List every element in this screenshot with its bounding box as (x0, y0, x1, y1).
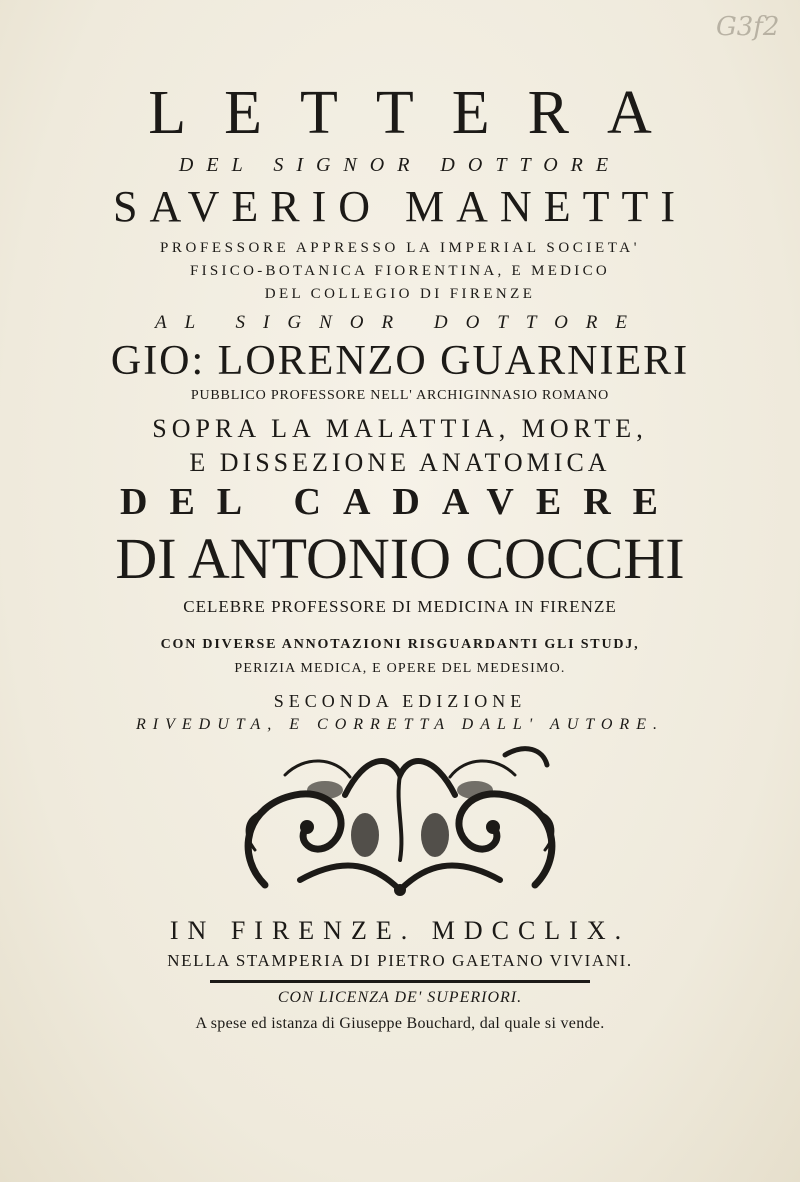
license-line: CON LICENZA DE' SUPERIORI. (277, 989, 523, 1006)
author-credentials-1: PROFESSORE APPRESSO LA IMPERIAL SOCIETA' (159, 240, 641, 256)
subject-name: DI ANTONIO COCCHI (115, 526, 685, 591)
al-signor-line: AL SIGNOR DOTTORE (154, 312, 646, 333)
subject-title: CELEBRE PROFESSORE DI MEDICINA IN FIRENZE (183, 597, 617, 616)
annotations-line-1: CON DIVERSE ANNOTAZIONI RISGUARDANTI GLI STUDJ, (160, 637, 640, 652)
book-title: LETTERA (148, 79, 690, 147)
recipient-title: PUBBLICO PROFESSORE NELL' ARCHIGINNASIO ROMANO (190, 388, 610, 403)
author-name: SAVERIO MANETTI (113, 182, 687, 231)
author-credentials-2: FISICO-BOTANICA FIORENTINA, E MEDICO (189, 263, 611, 279)
sale-note: A spese ed istanza di Giuseppe Bouchard, dal quale si vende. (195, 1015, 605, 1032)
subject-line-2: E DISSEZIONE ANATOMICA (189, 448, 611, 477)
annotations-line-2: PERIZIA MEDICA, E OPERE DEL MEDESIMO. (234, 661, 566, 676)
ornament-icon (225, 735, 575, 903)
subject-line-1: SOPRA LA MALATTIA, MORTE, (152, 414, 648, 443)
imprint-place: IN FIRENZE. MDCCLIX. (169, 916, 631, 945)
subject-line-3: DEL CADAVERE (120, 481, 680, 523)
del-signor-line: DEL SIGNOR DOTTORE (178, 154, 622, 176)
author-credentials-3: DEL COLLEGIO DI FIRENZE (264, 286, 536, 302)
recipient-name: GIO: LORENZO GUARNIERI (110, 338, 690, 384)
imprint-divider (210, 980, 590, 983)
edition: SECONDA EDIZIONE (273, 691, 527, 711)
corner-shelfmark: G3f2 (716, 12, 780, 42)
imprint-printer: NELLA STAMPERIA DI PIETRO GAETANO VIVIANI. (167, 951, 633, 970)
edition-note: RIVEDUTA, E CORRETTA DALL' AUTORE. (136, 716, 664, 733)
